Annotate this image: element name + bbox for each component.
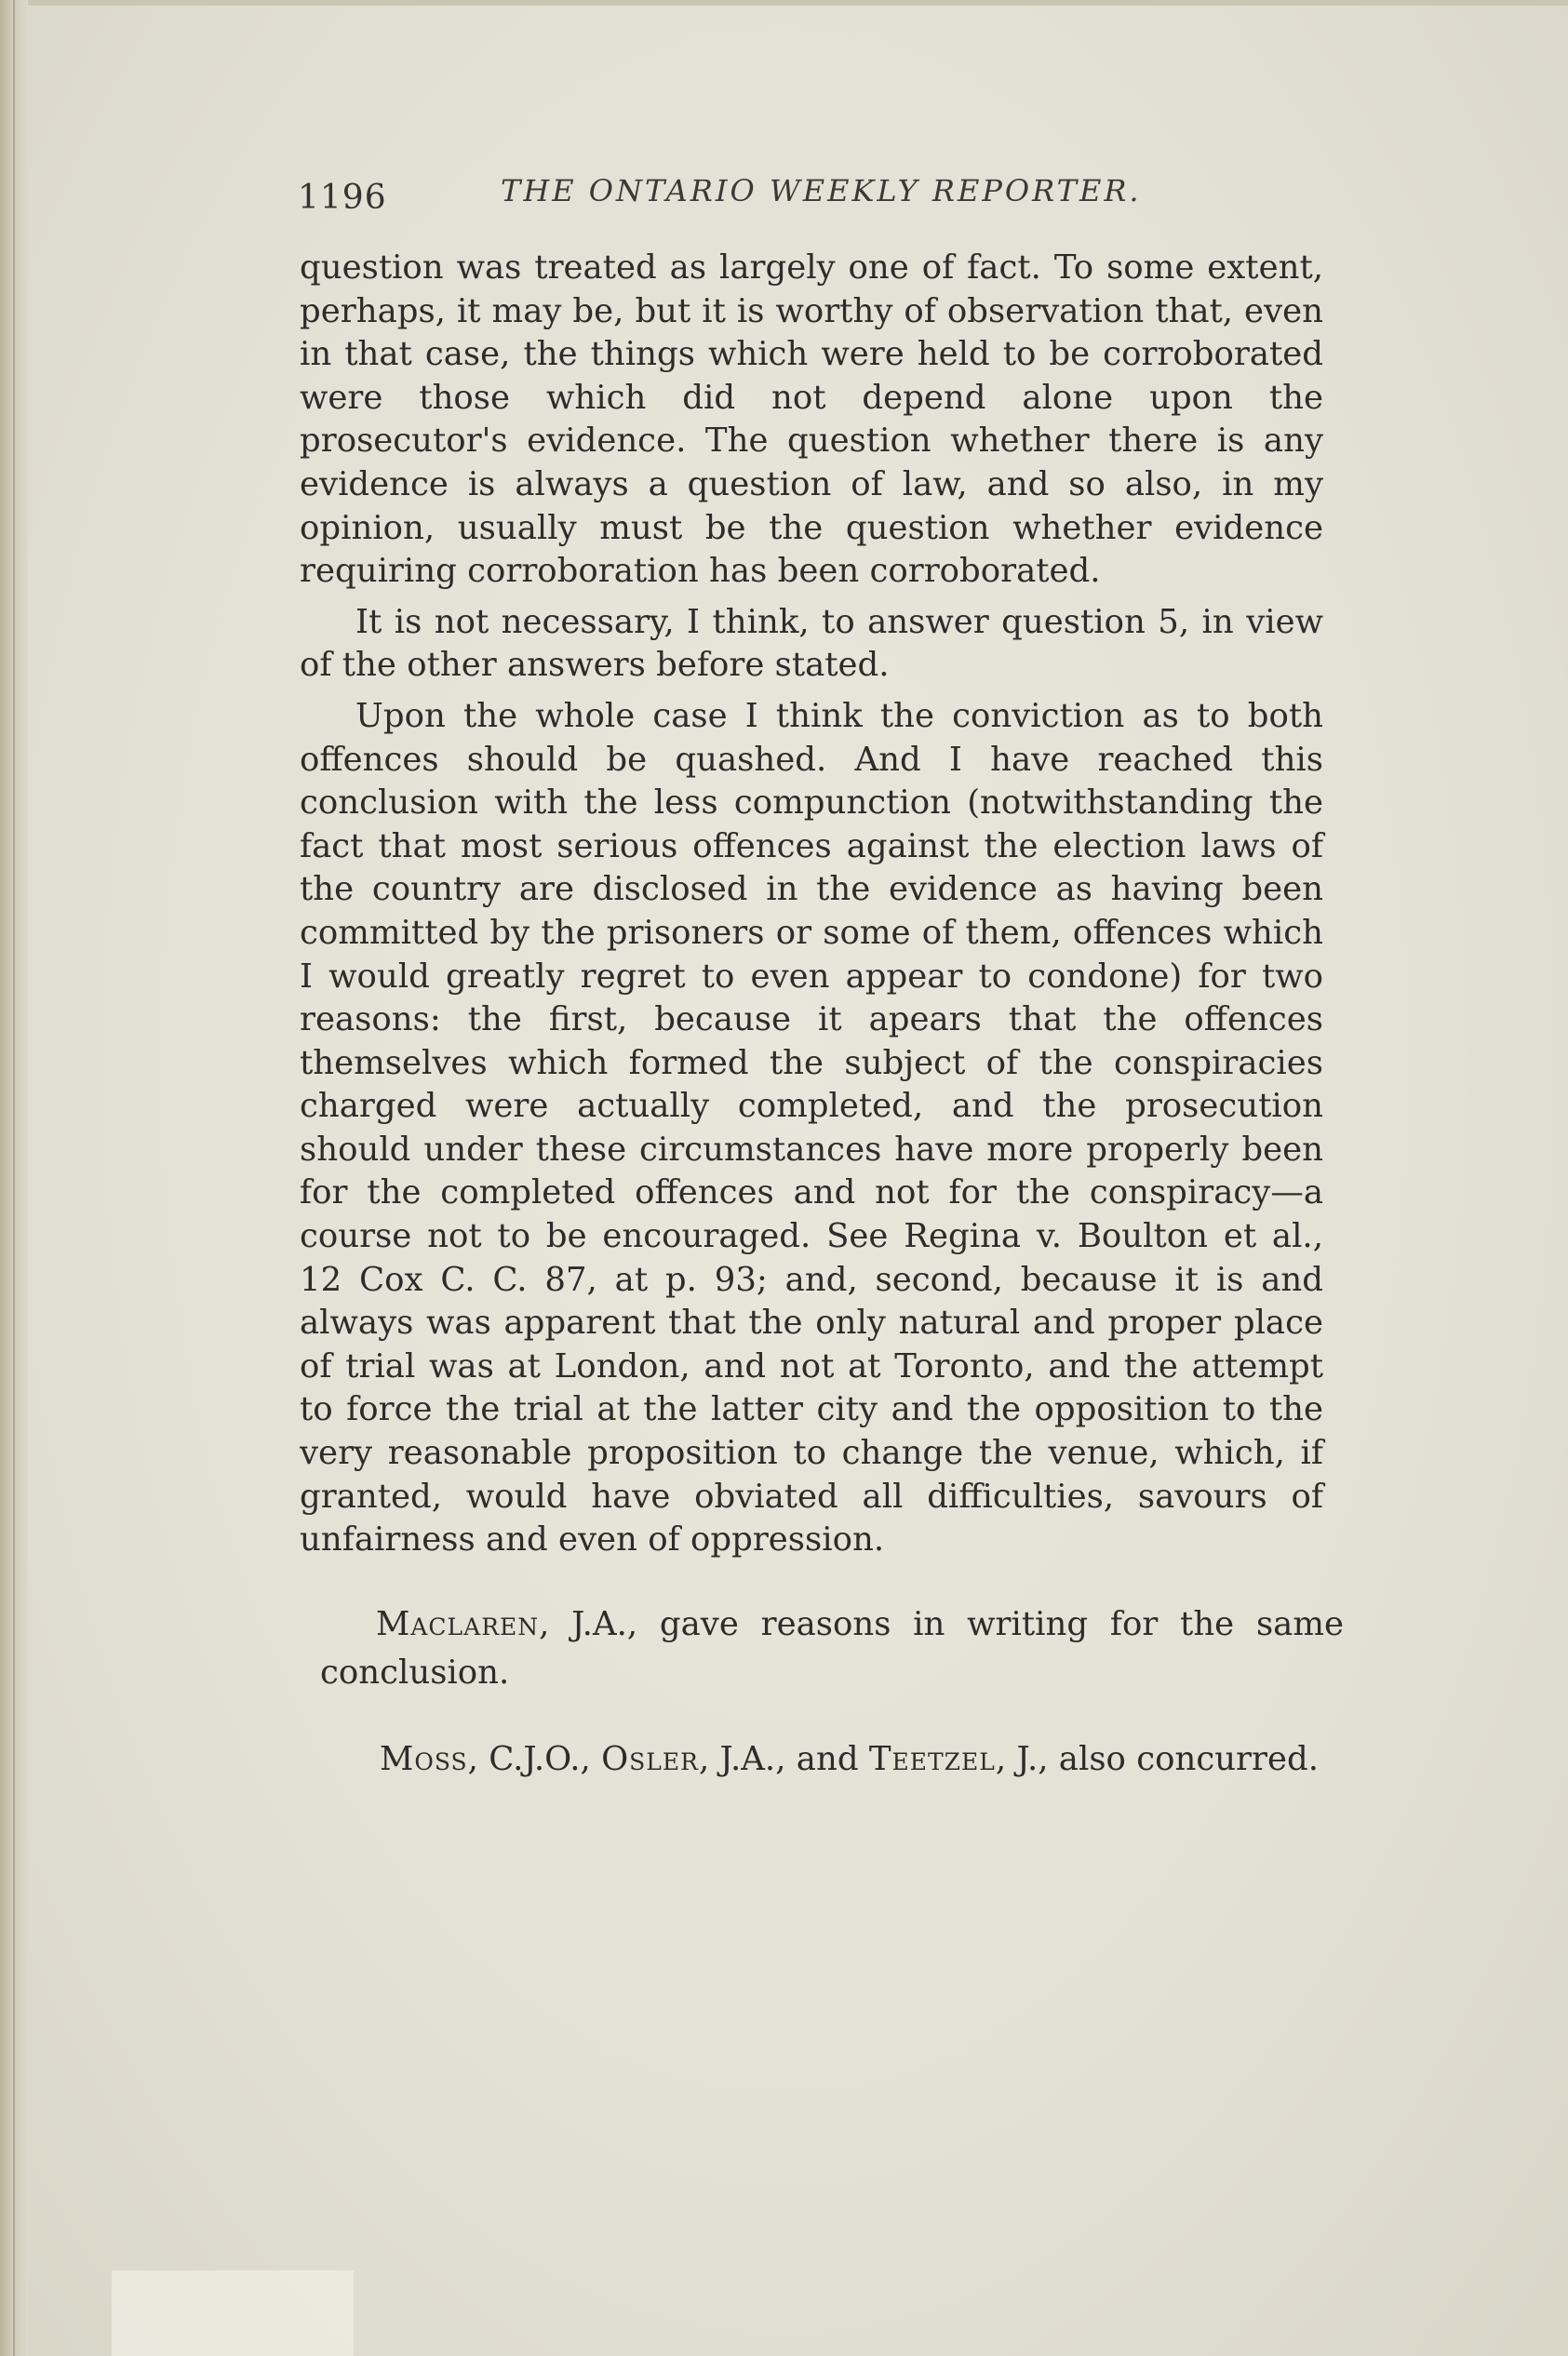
judge-name-osler: Osler: [601, 1740, 699, 1778]
concurrence-maclaren: [320, 1600, 1344, 1697]
paragraph-corroboration: question was treated as largely one of fact. To some extent, perhaps, it may be, but it is worthy of observation that, even in that case, the things which were held to be corroborated were those which did not depend alone upon the prosecutor's evidence. The question whether there is any evidence is always a question of law, and so also, in my opinion, usually must be the question whether evidence requiring corroboration has been corroborated.: [300, 248, 1323, 591]
judgment-body: [300, 247, 1323, 1570]
concurrence-maclaren-text: , J.A., gave reasons in writing for the same conclusion.: [320, 1605, 1344, 1692]
osler-title: , J.A., and: [698, 1740, 869, 1778]
page-top-edge: [0, 0, 1568, 6]
spine-gutter-line: [13, 0, 15, 2356]
paragraph-conclusion: Upon the whole case I think the conviction as to both offences should be quashed. And I have reached this conclusion with the less compunction (notwithstanding the fact that most serious offences against the election laws of the country are disclosed in the evidence as having been committed by the prisoners or some of them, offences which I would greatly regret to even appear to condone) for two reasons: the first, because it apears that the offences themselves which formed the subject of the conspiracies charged were actually completed, and the prosecution should under these circumstances have more properly been for the completed offences and not for the conspiracy—a course not to be encouraged. See Regina v. Boulton et al., 12 Cox C. C. 87, at p. 93; and, second, because it is and always was apparent that the only natural and proper place of trial was at London, and not at Toronto, and the attempt to force the trial at the latter city and the opposition to the very reasonable proposition to change the venue, which, if granted, would have obviated all difficulties, savours of unfairness and even of oppression.: [300, 696, 1323, 1560]
page-corner-patch: [112, 2270, 354, 2356]
running-head: THE ONTARIO WEEKLY REPORTER.: [501, 173, 1142, 208]
judge-name-maclaren: Maclaren: [376, 1605, 540, 1643]
concurrence-others: [324, 1735, 1347, 1784]
page-header: [298, 167, 1331, 223]
paragraph-question-5: It is not necessary, I think, to answer question 5, in view of the other answers before stated.: [300, 602, 1323, 685]
teetzel-text: , J., also concurred.: [995, 1740, 1320, 1778]
judge-name-teetzel: Teetzel: [868, 1740, 996, 1778]
judge-name-moss: Moss: [380, 1740, 468, 1778]
page-number: 1196: [298, 179, 387, 217]
moss-title: , C.J.O.,: [467, 1740, 602, 1778]
